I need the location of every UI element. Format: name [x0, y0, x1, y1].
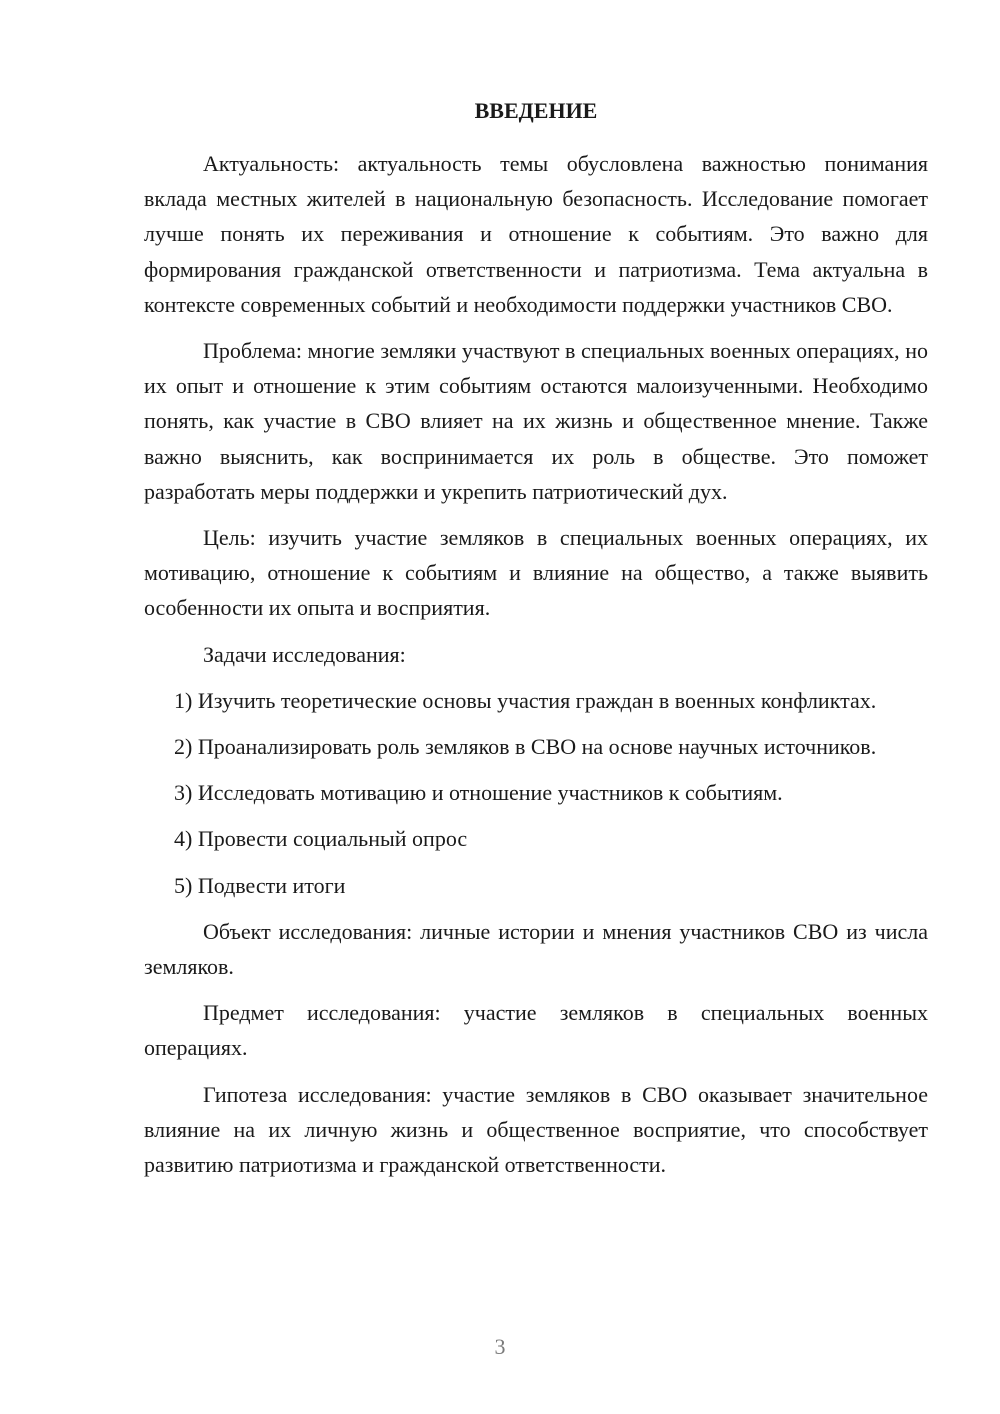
task-item-2: 2) Проанализировать роль земляков в СВО на основе научных источников.	[174, 734, 877, 760]
paragraph-tasks-heading: Задачи исследования:	[203, 641, 406, 667]
paragraph-problem: Проблема: многие земляки участвуют в специальных военных операциях, но их опыт и отношение к этим событиям остаются малоизученными. Необходимо понять, как участие в СВО влияет на их жизнь и общественное мнение. Также важно выяснить, как воспринимается их роль в обществе. Это поможет разработать меры поддержки и укрепить патриотический дух.	[144, 338, 928, 504]
page-number: 3	[494, 1334, 506, 1359]
paragraph-goal: Цель: изучить участие земляков в специальных военных операциях, их мотивацию, отношение к событиям и влияние на общество, а также выявить особенности их опыта и восприятия.	[144, 525, 928, 621]
task-item-4: 4) Провести социальный опрос	[174, 826, 468, 852]
document-page	[144, 96, 928, 1193]
paragraph-object: Объект исследования: личные истории и мнения участников СВО из числа земляков.	[144, 918, 928, 980]
section-heading: ВВЕДЕНИЕ	[474, 98, 598, 123]
paragraph-relevance: Актуальность: актуальность темы обусловлена важностью понимания вклада местных жителей в национальную безопасность. Исследование помогает лучше понять их переживания и отношение к событиям. Это важно для формирования гражданской ответственности и патриотизма. Тема актуальна в контексте современных событий и необходимости поддержки участников СВО.	[144, 151, 928, 317]
paragraph-hypothesis: Гипотеза исследования: участие земляков в СВО оказывает значительное влияние на их личную жизнь и общественное восприятие, что способствует развитию патриотизма и гражданской ответственности.	[144, 1081, 928, 1178]
task-item-5: 5) Подвести итоги	[174, 872, 346, 898]
paragraph-subject: Предмет исследования: участие земляков в специальных военных операциях.	[144, 1000, 928, 1061]
task-item-1: 1) Изучить теоретические основы участия граждан в военных конфликтах.	[174, 687, 877, 713]
task-item-3: 3) Исследовать мотивацию и отношение участников к событиям.	[174, 780, 783, 806]
